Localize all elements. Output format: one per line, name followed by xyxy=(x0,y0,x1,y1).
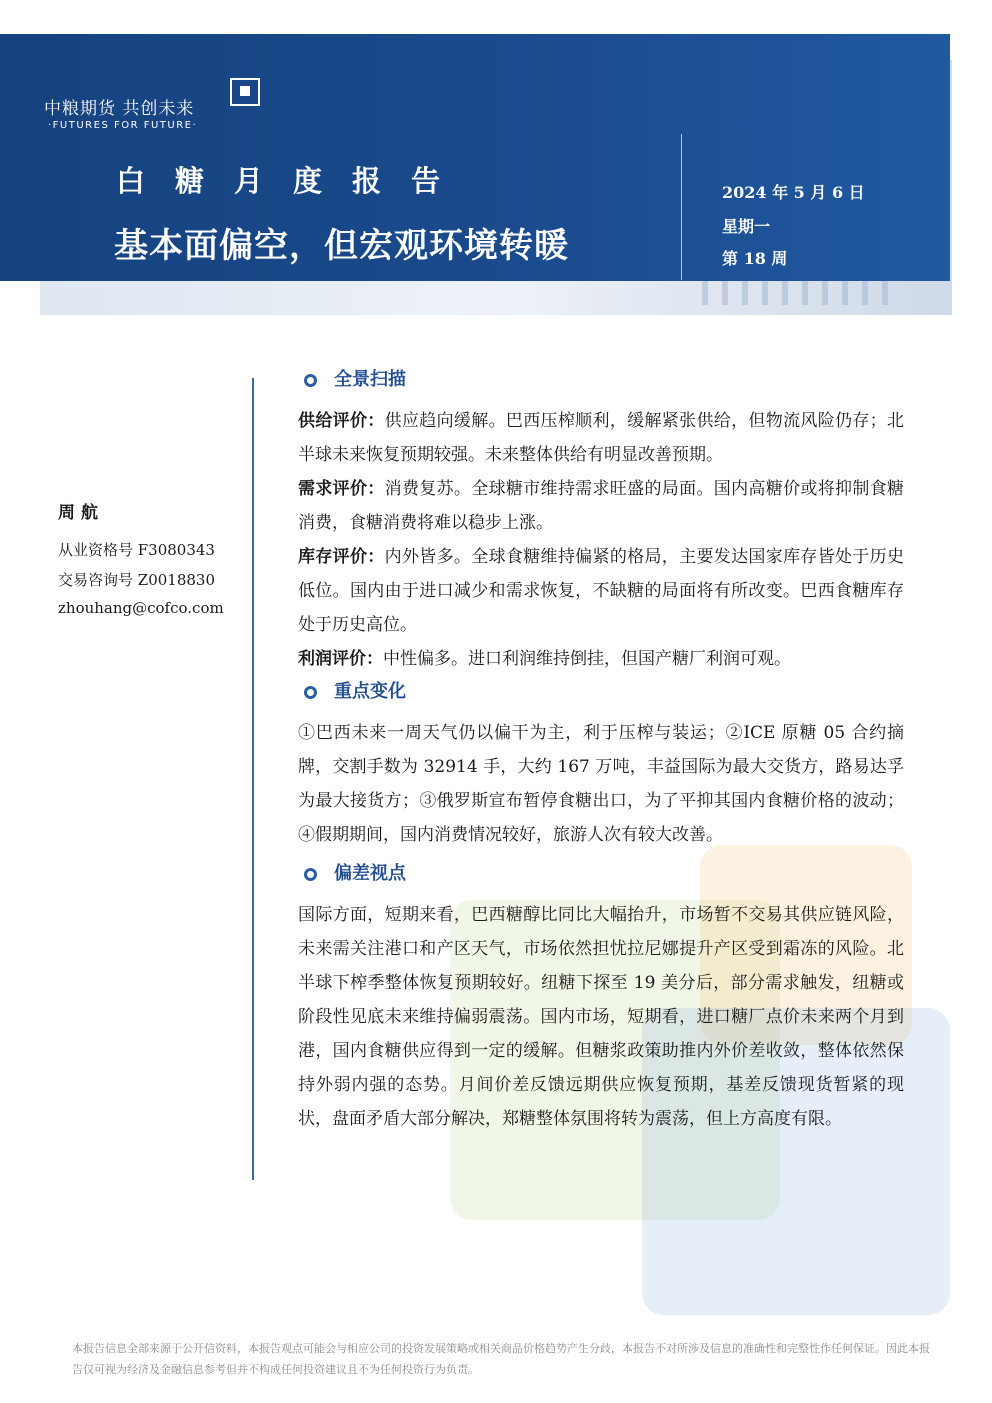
stock-evaluation: 库存评价：内外皆多。全球食糖维持偏紧的格局，主要发达国家库存皆处于历史低位。国内由于进口减少和需求恢复，不缺糖的局面将有所改变。巴西食糖库存处于历史高位。 xyxy=(298,547,905,635)
key-changes-text: ①巴西未来一周天气仍以偏干为主，利于压榨与装运；②ICE 原糖 05 合约摘牌，交割手数为 32914 手，大约 167 万吨，丰益国际为最大交货方，路易达孚为最大接货方；③俄罗斯宣布暂停食糖出口，为了平抑其国内食糖价格的波动；④假期期间，国内消费情况较好，旅游人次有较大改善。 xyxy=(298,723,904,845)
profit-evaluation: 利润评价：中性偏多。进口利润维持倒挂，但国产糖厂利润可观。 xyxy=(298,649,791,669)
section-title-view: 偏差视点 xyxy=(298,858,904,890)
header-divider xyxy=(681,134,682,280)
bullet-circle-icon xyxy=(304,686,317,699)
sidebar-divider xyxy=(252,378,254,1180)
report-weekday: 星期一 xyxy=(722,217,771,236)
section-title-changes: 重点变化 xyxy=(298,676,904,708)
header-banner xyxy=(0,34,950,281)
deviation-view-text: 国际方面，短期来看，巴西糖醇比同比大幅抬升，市场暂不交易其供应链风险，未来需关注港口和产区天气，市场依然担忧拉尼娜提升产区受到霜冻的风险。北半球下榨季整体恢复预期较好。纽糖下探至 19 美分后，部分需求触发，纽糖或阶段性见底未来维持偏弱震荡。国内市场，短期看，进口糖厂点价未来两个月到港，国内食糖供应得到一定的缓解。但糖浆政策助推内外价差收敛，整体依然保持外弱内强的态势。月间价差反馈远期供应恢复预期，基差反馈现货暂紧的现状，盘面矛盾大部分解决，郑糖整体氛围将转为震荡，但上方高度有限。 xyxy=(298,905,904,1129)
author-name: 周航 xyxy=(58,503,104,523)
bullet-circle-icon xyxy=(304,868,317,881)
bullet-circle-icon xyxy=(304,374,317,387)
supply-evaluation: 供给评价：供应趋向缓解。巴西压榨顺利，缓解紧张供给，但物流风险仍存；北半球未来恢复预期较强。未来整体供给有明显改善预期。 xyxy=(298,411,905,465)
author-qualification: 从业资格号 F3080343 xyxy=(58,541,215,559)
author-email: zhouhang@cofco.com xyxy=(58,599,224,617)
logo-text: 中粮期货 共创未来 xyxy=(44,99,195,119)
section-title-overview: 全景扫描 xyxy=(298,364,904,396)
report-body xyxy=(298,364,904,1136)
report-type: 白糖月度报告 xyxy=(116,164,471,198)
author-consult-number: 交易咨询号 Z0018830 xyxy=(58,571,215,589)
disclaimer: 本报告信息全部来源于公开信资料，本报告观点可能会与相应公司的投资发展策略或相关商品价格趋势产生分歧，本报告不对所涉及信息的准确性和完整性作任何保证。因此本报告仅可视为经济及金融信息参考但并不构成任何投资建议且不为任何投资行为负责。 xyxy=(72,1342,930,1376)
logo-icon xyxy=(230,78,260,106)
logo-tagline: ·FUTURES FOR FUTURE· xyxy=(48,120,198,131)
report-headline: 基本面偏空，但宏观环境转暖 xyxy=(114,226,569,266)
report-date: 2024 年 5 月 6 日 xyxy=(722,183,865,202)
demand-evaluation: 需求评价：消费复苏。全球糖市维持需求旺盛的局面。国内高糖价或将抑制食糖消费，食糖消费将难以稳步上涨。 xyxy=(298,479,905,533)
report-week: 第 18 周 xyxy=(722,249,788,268)
